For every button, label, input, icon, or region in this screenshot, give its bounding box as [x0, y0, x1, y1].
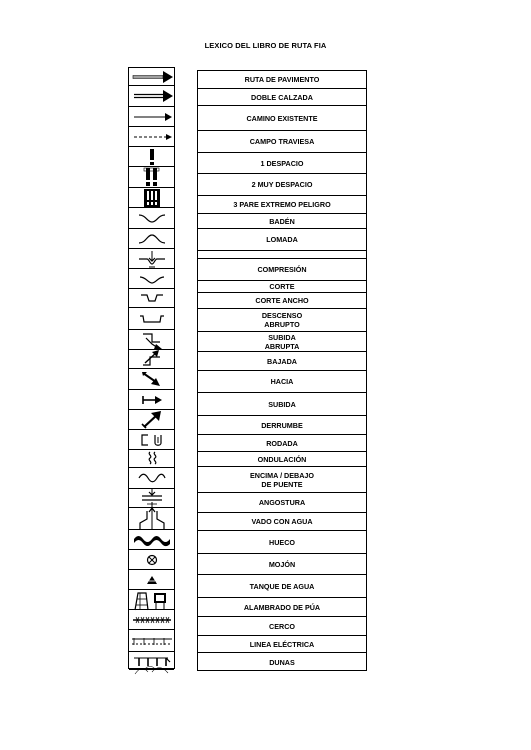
- lexicon-label: 1 DESPACIO: [260, 158, 304, 168]
- icon-cell: [129, 450, 174, 468]
- lexicon-label: COMPRESIÓN: [257, 265, 307, 274]
- lexicon-label: DERRUMBE: [261, 420, 303, 430]
- lexicon-label: CAMPO TRAVIESA: [249, 137, 315, 146]
- lexicon-label: 3 PARE EXTREMO PELIGRO: [233, 200, 331, 209]
- lexicon-label: ONDULACIÓN: [257, 454, 307, 464]
- arrow-right-icon: [131, 110, 173, 124]
- icon-cell: [129, 550, 174, 570]
- lexicon-label: 2 MUY DESPACIO: [251, 180, 313, 189]
- icon-cell: [129, 147, 174, 167]
- icon-cell: [129, 127, 174, 147]
- icon-cell: [129, 308, 174, 330]
- lexicon-label-cell: [198, 71, 366, 89]
- lexicon-label: CORTE ANCHO: [255, 296, 309, 305]
- lexicon-label-cell: [198, 174, 366, 196]
- lexicon-label: BAJADA: [267, 356, 297, 366]
- triple-exclamation-icon: [141, 188, 163, 208]
- lexicon-label: VADO CON AGUA: [251, 517, 313, 526]
- lexicon-label: CERCO: [269, 621, 295, 631]
- compression-icon: [137, 250, 167, 268]
- lexicon-label-cell: [198, 617, 366, 636]
- lexicon-label-cell: [198, 153, 366, 174]
- lexicon-label-cell: [198, 554, 366, 575]
- lexicon-label: RODADA: [266, 438, 298, 448]
- lexicon-label: ENCIMA / DEBAJO DE PUENTE: [249, 470, 315, 489]
- lexicon-label: TANQUE DE AGUA: [249, 581, 315, 591]
- lexicon-label: DOBLE CALZADA: [251, 92, 313, 102]
- icon-cell: [129, 468, 174, 489]
- milestone-icon: [145, 574, 159, 586]
- icon-column: [128, 67, 175, 669]
- lexicon-label-cell: [198, 531, 366, 554]
- double-arrow-right-icon: [131, 89, 173, 103]
- icon-cell: [129, 167, 174, 188]
- lexicon-label: ANGOSTURA: [258, 498, 306, 507]
- lexicon-label: SUBIDA ABRUPTA: [264, 332, 300, 351]
- dashed-arrow-right-icon: [131, 130, 173, 144]
- icon-cell: [129, 508, 174, 530]
- lexicon-label: HACIA: [270, 377, 294, 386]
- lexicon-label-cell: [198, 416, 366, 435]
- icon-cell: [129, 390, 174, 410]
- icon-cell: [129, 489, 174, 508]
- lexicon-label: BADÉN: [269, 216, 295, 226]
- fence-icon: [130, 635, 174, 647]
- label-column: [197, 70, 367, 671]
- lexicon-label-cell: [198, 636, 366, 653]
- lexicon-label: HUECO: [269, 537, 295, 547]
- lexicon-label-cell: [198, 393, 366, 416]
- lexicon-label-cell: [198, 131, 366, 153]
- lexicon-label: MOJÓN: [268, 559, 296, 569]
- lexicon-label: DESCENSO ABRUPTO: [261, 311, 303, 329]
- icon-cell: [129, 68, 174, 86]
- icon-cell: [129, 208, 174, 229]
- icon-cell: [129, 188, 174, 208]
- double-exclamation-icon: [142, 167, 162, 187]
- lexicon-label-cell: [198, 196, 366, 214]
- icon-cell: [129, 269, 174, 289]
- lexicon-label-cell: [198, 598, 366, 617]
- lexicon-label: LOMADA: [266, 235, 298, 244]
- lexicon-label-cell: [198, 452, 366, 467]
- lexicon-label: CAMINO EXISTENTE: [246, 113, 318, 123]
- landslide-icon: [138, 432, 166, 448]
- lexicon-label-cell: [198, 371, 366, 393]
- page-title: LEXICO DEL LIBRO DE RUTA FIA: [204, 41, 327, 50]
- lexicon-label: DUNAS: [269, 658, 295, 667]
- icon-cell: [129, 430, 174, 450]
- lexicon-label-cell: [198, 653, 366, 672]
- dip-curve-icon: [137, 211, 167, 225]
- lexicon-label: LINEA ELÉCTRICA: [249, 639, 315, 649]
- ascent-arrow-icon: [140, 410, 164, 430]
- small-dip-icon: [137, 273, 167, 285]
- lexicon-label-cell: [198, 467, 366, 493]
- lexicon-label-cell: [198, 575, 366, 598]
- water-ford-icon: [132, 533, 172, 547]
- lexicon-label-cell: [198, 259, 366, 281]
- lexicon-label-cell: [198, 513, 366, 531]
- lexicon-label-cell: [198, 106, 366, 131]
- dunes-icon: [132, 664, 172, 676]
- hump-curve-icon: [137, 232, 167, 246]
- icon-cell: [129, 590, 174, 610]
- thick-arrow-right-icon: [131, 70, 173, 84]
- icon-cell: [129, 570, 174, 590]
- single-exclamation-icon: [142, 148, 162, 166]
- water-tank-icon: [132, 589, 172, 611]
- wide-cut-icon: [137, 313, 167, 325]
- icon-cell: [129, 610, 174, 630]
- wave-icon: [137, 472, 167, 484]
- ruts-icon: [141, 450, 163, 468]
- lexicon-label: ALAMBRADO DE PÚA: [243, 602, 321, 612]
- hole-icon: [145, 553, 159, 567]
- lexicon-label-cell: [198, 352, 366, 371]
- descent-arrow-icon: [140, 370, 164, 388]
- barbed-wire-icon: [131, 615, 173, 625]
- lexicon-label: RUTA DE PAVIMENTO: [244, 75, 320, 84]
- lexicon-label-cell: [198, 251, 366, 259]
- icon-cell: [129, 630, 174, 652]
- icon-cell: [129, 530, 174, 550]
- icon-cell: [129, 410, 174, 430]
- icon-cell: [129, 330, 174, 350]
- lexicon-label-cell: [198, 435, 366, 452]
- lexicon-label-cell: [198, 493, 366, 513]
- lexicon-label-cell: [198, 214, 366, 229]
- steep-descent-icon: [140, 330, 164, 350]
- lexicon-label-cell: [198, 229, 366, 251]
- toward-arrow-icon: [140, 393, 164, 407]
- lexicon-label-cell: [198, 332, 366, 352]
- icon-cell: [129, 86, 174, 107]
- cut-icon: [137, 292, 167, 304]
- lexicon-label-cell: [198, 309, 366, 332]
- narrowing-icon: [136, 507, 168, 531]
- icon-cell: [129, 350, 174, 369]
- icon-cell: [129, 369, 174, 390]
- icon-cell: [129, 107, 174, 127]
- icon-cell: [129, 229, 174, 249]
- icon-cell: [129, 249, 174, 269]
- lexicon-label-cell: [198, 281, 366, 293]
- steep-ascent-icon: [140, 349, 164, 369]
- icon-cell: [129, 289, 174, 308]
- lexicon-label-cell: [198, 89, 366, 106]
- lexicon-label: SUBIDA: [268, 399, 296, 409]
- lexicon-label: CORTE: [269, 282, 295, 291]
- lexicon-label-cell: [198, 293, 366, 309]
